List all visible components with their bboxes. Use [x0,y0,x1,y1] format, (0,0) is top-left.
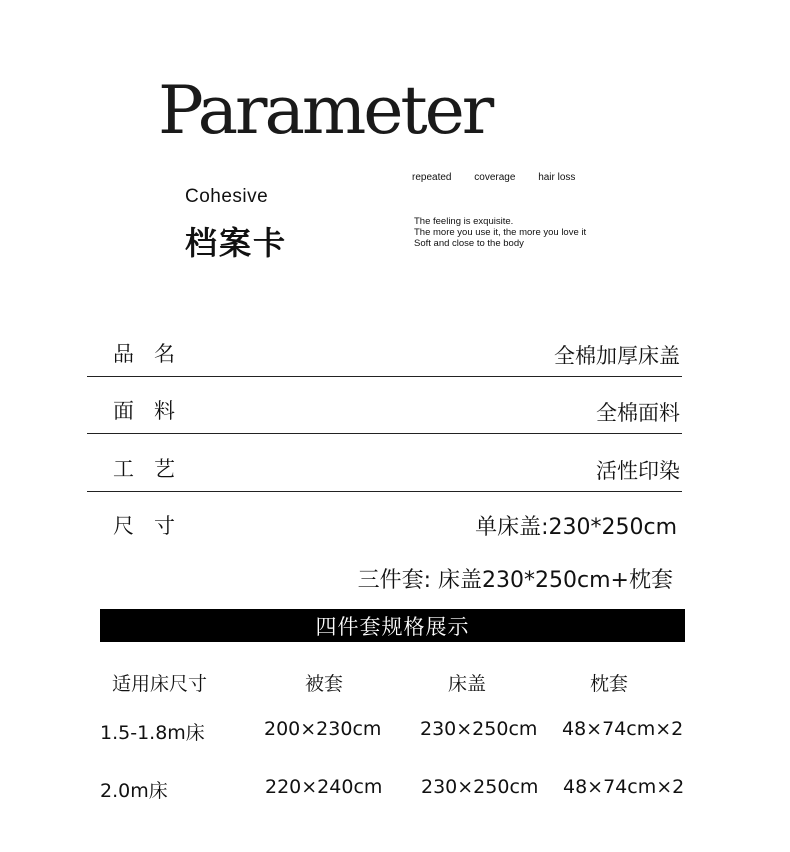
spec-banner: 四件套规格展示 [100,609,685,642]
param-label: 面料 [113,399,195,423]
param-row-craft [87,435,682,492]
param-row-fabric [87,377,682,434]
tagline-line: Soft and close to the body [414,238,524,249]
param-value: 活性印染 [596,459,680,483]
table-cell: 220×240cm [265,776,383,798]
param-value: 全棉加厚床盖 [554,344,680,368]
table-cell: 200×230cm [264,718,382,740]
param-value: 全棉面料 [596,401,680,425]
tagline [414,216,586,249]
table-cell: 1.5-1.8m床 [100,722,205,744]
table-cell: 2.0m床 [100,780,168,802]
hero-title: Parameter [158,72,492,149]
param-label: 品名 [113,342,195,366]
param-label: 工艺 [113,457,195,481]
table-header: 适用床尺寸 [112,673,208,695]
tagline-line: The more you use it, the more you love it [414,227,587,238]
table-cell: 230×250cm [421,776,539,798]
card-title: 档案卡 [185,224,288,262]
tag-repeated: repeated [412,172,452,183]
tag-coverage: coverage [474,172,516,183]
param-row-name [87,320,682,377]
tag-hair-loss: hair loss [538,172,576,183]
table-cell: 230×250cm [420,718,538,740]
table-header: 床盖 [448,673,487,695]
table-cell: 48×74cm×2 [563,776,685,798]
tag-list [412,172,595,183]
size-three-piece-value: 三件套: 床盖230*250cm+枕套 [357,568,673,593]
size-single-value: 单床盖:230*250cm [475,515,677,540]
table-header: 被套 [305,673,344,695]
tagline-line: The feeling is exquisite. [414,216,514,227]
table-header: 枕套 [590,673,629,695]
hero-subtitle: Cohesive [185,186,269,207]
table-cell: 48×74cm×2 [562,718,684,740]
size-label: 尺寸 [113,514,195,538]
